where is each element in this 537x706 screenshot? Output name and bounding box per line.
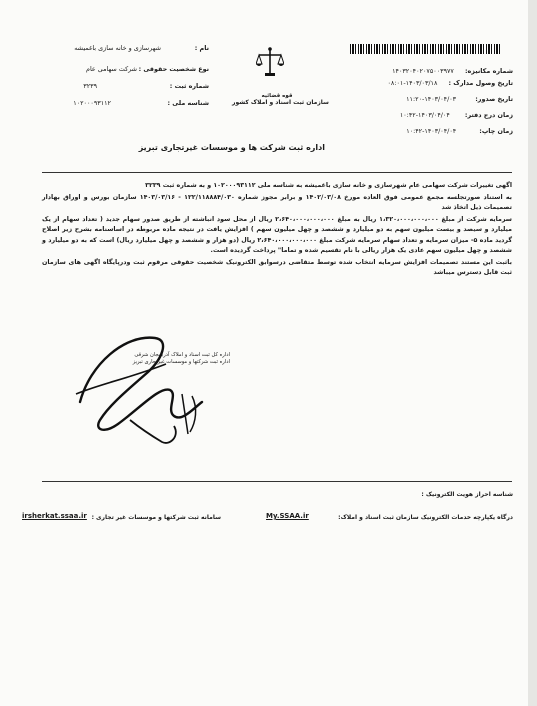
org-line-2: سازمان ثبت اسناد و املاک کشور <box>232 99 329 106</box>
entry-label: زمان درج دفتر: <box>464 111 513 119</box>
received-row <box>343 70 513 86</box>
entry-row <box>343 102 513 118</box>
stamp-line-2: اداره ثبت شرکتها و موسسات غیرتجاری تبریز <box>132 359 230 365</box>
print-label: زمان چاپ: <box>479 127 513 135</box>
gateway-label: درگاه یکپارچه خدمات الکترونیک سازمان ثبت اسناد و املاک: <box>338 514 513 521</box>
page-edge-shadow <box>528 0 537 706</box>
notice-paragraph-3: سرمایه شرکت از مبلغ ۱،۳۲۰،۰۰۰،۰۰۰،۰۰۰ ریال به مبلغ ۲،۶۴۰،۰۰۰،۰۰۰،۰۰۰ ریال از محل سود انباشته از طریق صدور سهام جدید ( تعداد سهام از یک میلیارد و سیصد و بیست میلیون سهم به دو میلیارد و ششصد و چهل میلیون سهم ) افزایش یافت در نتیجه ماده مربوطه در اساسنامه بشرح زیر اصلاح گردید ماده ۵- میزان سرمایه و تعداد سهام سرمایه شرکت مبلغ ۲،۶۴۰،۰۰۰،۰۰۰،۰۰۰ ریال (دو هزار و ششصد و چهل میلیارد ریال) است که به دو میلیارد و ششصد و چهل میلیون سهم عادی یک هزار ریالی با نام تقسیم شده و تماما" پرداخت گردیده است. <box>42 215 512 254</box>
auth-id-label: شناسه احراز هویت الکترونیک : <box>421 491 513 498</box>
org-name <box>232 93 329 106</box>
header-left <box>44 44 209 116</box>
type-row <box>44 65 209 82</box>
org-line-1: قوه قضائیه <box>261 93 293 99</box>
office-stamp <box>132 352 230 366</box>
judiciary-emblem-icon <box>256 46 284 78</box>
system-link[interactable]: irsherkat.ssaa.ir <box>22 512 87 520</box>
national-row <box>44 99 209 116</box>
issue-row <box>343 86 513 102</box>
entry-value: ۱۴۰۳/۰۴/۰۴-۱۰:۴۲ <box>399 111 450 119</box>
name-label: نام : <box>194 44 209 52</box>
system-label: سامانه ثبت شرکتها و موسسات غیر تجاری : <box>91 514 221 521</box>
tracking-value: ۱۴۰۳۲۰۴۰۲۰۷۵۰۰۳۹۷۷ <box>392 67 454 75</box>
header-right <box>343 58 513 134</box>
barcode <box>350 44 500 54</box>
reg-value: ۳۲۳۹ <box>83 82 97 90</box>
notice-paragraph-4: باثبت این مستند تصمیمات افزایش سرمایه انتخاب شده توسط متقاضی درسوابق الکترونیک شخصیت حقوقی مرقوم ثبت ودرپایگاه اگهی های سازمان ثبت قابل دسترس میباشد <box>42 258 512 276</box>
tracking-row <box>343 58 513 75</box>
national-value: ۱۰۲۰۰۰۹۳۱۱۲ <box>73 99 111 107</box>
issue-label: تاریخ صدور: <box>475 95 513 103</box>
type-value: شرکت سهامی عام <box>86 65 137 73</box>
notice-paragraph-1: اگهی تغییرات شرکت سهامی عام شهرسازی و خانه سازی باغمیشه به شناسه ملی ۱۰۲۰۰۰۹۳۱۱۲ و به شماره ثبت ۳۲۳۹ <box>145 182 512 189</box>
top-divider <box>42 172 512 173</box>
signature <box>70 324 220 449</box>
print-row <box>343 118 513 134</box>
notice-body <box>42 181 512 280</box>
reg-row <box>44 82 209 99</box>
bottom-divider <box>42 481 512 482</box>
tracking-label: شماره مکانیزه: <box>464 67 513 75</box>
office-title: اداره ثبت شرکت ها و موسسات غیرتجاری تبریز <box>138 143 325 152</box>
received-value: ۱۴۰۳/۰۳/۱۸-۰۸:۰۱ <box>387 79 438 87</box>
gateway-link[interactable]: My.SSAA.ir <box>266 512 309 520</box>
stamp-line-1: اداره کل ثبت اسناد و املاک آذربایجان شرقی <box>134 352 230 358</box>
print-value: ۱۴۰۳/۰۴/۰۴-۱۰:۴۲ <box>406 127 457 135</box>
notice-paragraph-2: به استناد صورتجلسه مجمع عمومی فوق العاده مورخ ۱۴۰۲/۰۳/۰۸ و برابر مجوز شماره ۱۲۲/۱۱۸۸۸۴/۰۳۰ - ۱۴۰۳/۰۳/۱۶ سازمان بورس و اوراق بهادار تصمیمات ذیل اتخاذ شد <box>42 193 512 211</box>
national-label: شناسه ملی : <box>167 99 209 107</box>
issue-value: ۱۴۰۳/۰۴/۰۳-۱۱:۲۰ <box>406 95 457 103</box>
name-value: شهرسازی و خانه سازی باغمیشه <box>74 44 161 52</box>
name-row <box>44 44 209 65</box>
type-label: نوع شخصیت حقوقی : <box>138 65 209 73</box>
reg-label: شماره ثبت : <box>169 82 209 90</box>
received-label: تاریخ وصول مدارک : <box>448 79 513 87</box>
